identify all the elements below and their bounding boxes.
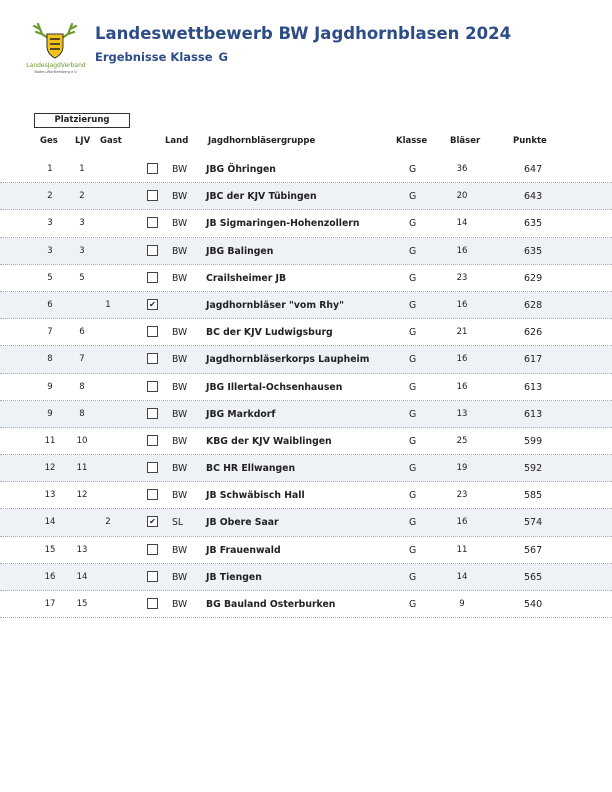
group-name: JBG Balingen (206, 245, 274, 257)
class-value: G (409, 463, 417, 475)
country-code: BW (172, 327, 188, 339)
guest-checkbox[interactable] (147, 326, 158, 337)
points-value: 567 (524, 544, 543, 556)
guest-checkbox[interactable] (147, 217, 158, 228)
col-header-ljv: LJV (75, 136, 91, 146)
class-value: G (409, 435, 417, 447)
country-code: BW (172, 354, 188, 366)
class-value: G (409, 191, 417, 203)
logo-text: LandesJagdVerband (26, 62, 86, 69)
rank-overall: 7 (47, 327, 53, 338)
rank-overall: 1 (47, 164, 53, 174)
points-value: 629 (524, 272, 543, 284)
player-count: 19 (456, 463, 468, 474)
points-value: 643 (524, 191, 543, 203)
rank-overall: 9 (47, 381, 53, 392)
class-value: G (409, 490, 417, 502)
player-count: 16 (456, 299, 468, 310)
points-value: 585 (524, 490, 543, 502)
rank-overall: 13 (44, 490, 56, 501)
table-row (0, 374, 612, 401)
table-row (0, 482, 612, 509)
rank-overall: 5 (47, 272, 53, 283)
guest-checkbox[interactable]: ✔ (147, 299, 158, 310)
guest-checkbox[interactable] (147, 462, 158, 473)
country-code: BW (172, 218, 188, 230)
results-table-body (0, 156, 612, 618)
group-name: JBC der KJV Tübingen (206, 191, 317, 203)
col-header-punkte: Punkte (513, 136, 547, 146)
guest-checkbox[interactable] (147, 353, 158, 364)
points-value: 574 (524, 517, 543, 529)
rank-ljv: 8 (79, 408, 85, 419)
guest-checkbox[interactable] (147, 163, 158, 174)
rank-overall: 3 (47, 245, 53, 256)
rank-ljv: 3 (79, 218, 85, 229)
player-count: 23 (456, 272, 468, 283)
player-count: 36 (456, 164, 468, 174)
rank-ljv: 3 (79, 245, 85, 256)
table-row (0, 319, 612, 346)
class-value: G (409, 245, 417, 257)
points-value: 592 (524, 463, 543, 475)
guest-checkbox[interactable] (147, 408, 158, 419)
class-value: G (409, 327, 417, 339)
player-count: 16 (456, 245, 468, 256)
rank-ljv: 6 (79, 327, 85, 338)
antler-shield-icon (30, 20, 80, 62)
group-name: JBG Öhringen (206, 164, 276, 175)
class-value: G (409, 599, 417, 610)
group-name: Crailsheimer JB (206, 272, 287, 284)
col-header-land: Land (165, 136, 189, 146)
guest-checkbox[interactable] (147, 598, 158, 609)
table-row (0, 401, 612, 428)
points-value: 626 (524, 327, 543, 339)
group-name: BC HR Ellwangen (206, 463, 296, 475)
rank-gast: 1 (105, 299, 111, 310)
rank-ljv: 8 (79, 381, 85, 392)
rank-overall: 9 (47, 408, 53, 419)
points-value: 628 (524, 299, 543, 311)
page-subtitle (95, 50, 228, 64)
points-value: 613 (524, 408, 543, 420)
country-code: BW (172, 463, 188, 475)
rank-ljv: 14 (76, 571, 88, 582)
country-code: BW (172, 490, 188, 502)
guest-checkbox[interactable] (147, 489, 158, 500)
guest-checkbox[interactable] (147, 272, 158, 283)
rank-ljv: 12 (76, 490, 88, 501)
rank-overall: 15 (44, 544, 56, 555)
points-value: 599 (524, 435, 543, 447)
country-code: BW (172, 272, 188, 284)
country-code: BW (172, 435, 188, 447)
rank-ljv: 11 (76, 463, 88, 474)
points-value: 613 (524, 381, 543, 393)
table-row (0, 183, 612, 210)
subtitle-label: Ergebnisse Klasse (95, 50, 213, 64)
rank-overall: 8 (47, 354, 53, 365)
table-row (0, 292, 612, 319)
group-name: Jagdhornbläser "vom Rhy" (206, 299, 344, 311)
rank-overall: 14 (44, 517, 56, 528)
table-row (0, 238, 612, 265)
player-count: 16 (456, 354, 468, 365)
player-count: 20 (456, 191, 468, 202)
group-name: JB Frauenwald (206, 544, 281, 556)
group-name: JBG Markdorf (206, 408, 276, 420)
guest-checkbox[interactable] (147, 381, 158, 392)
class-value: G (409, 544, 417, 556)
guest-checkbox[interactable] (147, 190, 158, 201)
player-count: 14 (456, 571, 468, 582)
player-count: 23 (456, 490, 468, 501)
player-count: 11 (456, 544, 468, 555)
rank-ljv: 15 (76, 599, 88, 609)
col-header-klasse: Klasse (396, 136, 428, 146)
guest-checkbox[interactable]: ✔ (147, 516, 158, 527)
table-row (0, 455, 612, 482)
player-count: 25 (456, 435, 468, 446)
table-row (0, 509, 612, 536)
guest-checkbox[interactable] (147, 435, 158, 446)
class-value: G (409, 164, 417, 175)
class-value: G (409, 381, 417, 393)
points-value: 647 (524, 164, 543, 175)
rank-ljv: 10 (76, 435, 88, 446)
table-row (0, 346, 612, 373)
class-value: G (409, 408, 417, 420)
col-header-gruppe: Jagdhornbläsergruppe (208, 136, 316, 146)
group-name: Jagdhornbläserkorps Laupheim (206, 354, 370, 366)
country-code: BW (172, 599, 188, 610)
rank-ljv: 13 (76, 544, 88, 555)
col-header-ges: Ges (40, 136, 58, 146)
group-name: BG Bauland Osterburken (206, 599, 336, 610)
class-value: G (409, 354, 417, 366)
points-value: 635 (524, 218, 543, 230)
class-value: G (409, 299, 417, 311)
rank-overall: 3 (47, 218, 53, 229)
player-count: 13 (456, 408, 468, 419)
class-value: G (409, 517, 417, 529)
group-name: JB Obere Saar (206, 517, 279, 529)
class-value: G (409, 218, 417, 230)
col-header-gast: Gast (100, 136, 122, 146)
points-value: 635 (524, 245, 543, 257)
group-name: BC der KJV Ludwigsburg (206, 327, 333, 339)
class-value: G (409, 272, 417, 284)
points-value: 565 (524, 571, 543, 583)
points-value: 540 (524, 599, 543, 610)
rank-overall: 12 (44, 463, 56, 474)
group-name: JBG Illertal-Ochsenhausen (206, 381, 343, 393)
table-row (0, 428, 612, 455)
country-code: BW (172, 544, 188, 556)
player-count: 9 (459, 599, 465, 609)
group-name: KBG der KJV Waiblingen (206, 435, 332, 447)
col-header-blaeser: Bläser (450, 136, 481, 146)
rank-ljv: 5 (79, 272, 85, 283)
group-name: JB Sigmaringen-Hohenzollern (206, 218, 360, 230)
rank-overall: 17 (44, 599, 56, 609)
player-count: 14 (456, 218, 468, 229)
rank-ljv: 1 (79, 164, 85, 174)
group-name: JB Schwäbisch Hall (206, 490, 305, 502)
rank-ljv: 2 (79, 191, 85, 202)
country-code: SL (172, 517, 184, 529)
table-header (0, 136, 612, 148)
table-row (0, 156, 612, 183)
ljv-logo (20, 20, 90, 80)
logo-subtext: Baden-Württemberg e.V. (34, 70, 78, 74)
country-code: BW (172, 191, 188, 203)
rank-overall: 16 (44, 571, 56, 582)
country-code: BW (172, 571, 188, 583)
player-count: 16 (456, 517, 468, 528)
table-row (0, 564, 612, 591)
country-code: BW (172, 245, 188, 257)
table-row (0, 591, 612, 618)
guest-checkbox[interactable] (147, 544, 158, 555)
table-row (0, 537, 612, 564)
placement-group-label: Platzierung (34, 113, 130, 128)
table-row (0, 265, 612, 292)
country-code: BW (172, 381, 188, 393)
rank-gast: 2 (105, 517, 111, 528)
rank-overall: 11 (44, 435, 56, 446)
points-value: 617 (524, 354, 543, 366)
group-name: JB Tiengen (206, 571, 262, 583)
class-value: G (409, 571, 417, 583)
guest-checkbox[interactable] (147, 571, 158, 582)
country-code: BW (172, 408, 188, 420)
rank-overall: 6 (47, 299, 53, 310)
rank-overall: 2 (47, 191, 53, 202)
rank-ljv: 7 (79, 354, 85, 365)
player-count: 21 (456, 327, 468, 338)
country-code: BW (172, 164, 188, 175)
guest-checkbox[interactable] (147, 245, 158, 256)
player-count: 16 (456, 381, 468, 392)
subtitle-klasse: G (218, 50, 228, 64)
table-row (0, 210, 612, 237)
page-title: Landeswettbewerb BW Jagdhornblasen 2024 (95, 24, 512, 43)
